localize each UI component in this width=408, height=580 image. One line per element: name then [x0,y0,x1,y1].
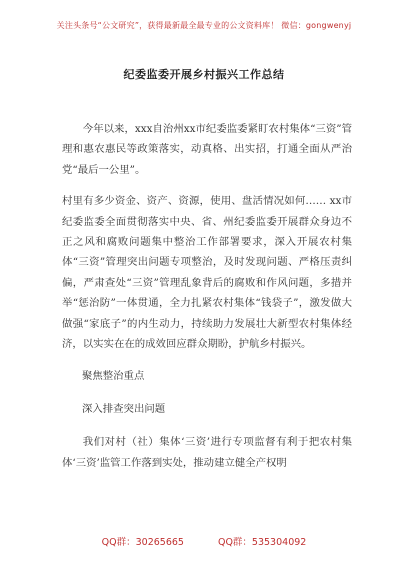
paragraph-intro: 今年以来，xxx自治州xx市纪委监委紧盯农村集体“三资”管理和惠农惠民等政策落实，动真格、出实招，打通全面从严治党“最后一公里”。 [62,123,352,176]
section-heading: 聚焦整治重点 [82,370,145,383]
paragraph-supervision: 我们对村（社）集体‘三资’进行专项监督有利于把农村集体‘三资’监管工作落到实处，推动建立健全产权明 [62,436,352,469]
paragraph-main: 村里有多少资金、资产、资源，使用、盘活情况如何…… xx市纪委监委全面贯彻落实中央、省、州纪委监委开展群众身边不正之风和腐败问题集中整治工作部署要求，深入开展农村集体“三资”管理突出问题专项整治，及时发现问题、严格压责纠偏，严肃查处“三资”管理乱象背后的腐败和作风问题，多措并举“惩治防”一体贯通，全力扎紧农村集体“钱袋子”，激发做大做强“家底子”的内生动力，持续助力发展壮大新型农村集体经济，以实实在在的成效回应群众期盼，护航乡村振兴。 [62,195,352,351]
header-notice: 关注头条号“公文研究”，获得最新最全最专业的公文资料库！ 微信：gongwenyj [56,21,352,30]
subsection-heading: 深入排查突出问题 [82,402,166,415]
document-body [62,119,352,473]
footer-qq-group-1: QQ群：30265665 [101,537,184,548]
document-title: 纪委监委开展乡村振兴工作总结 [123,68,285,81]
footer-contact [0,534,408,548]
footer-qq-group-2: QQ群：535304092 [217,537,307,548]
